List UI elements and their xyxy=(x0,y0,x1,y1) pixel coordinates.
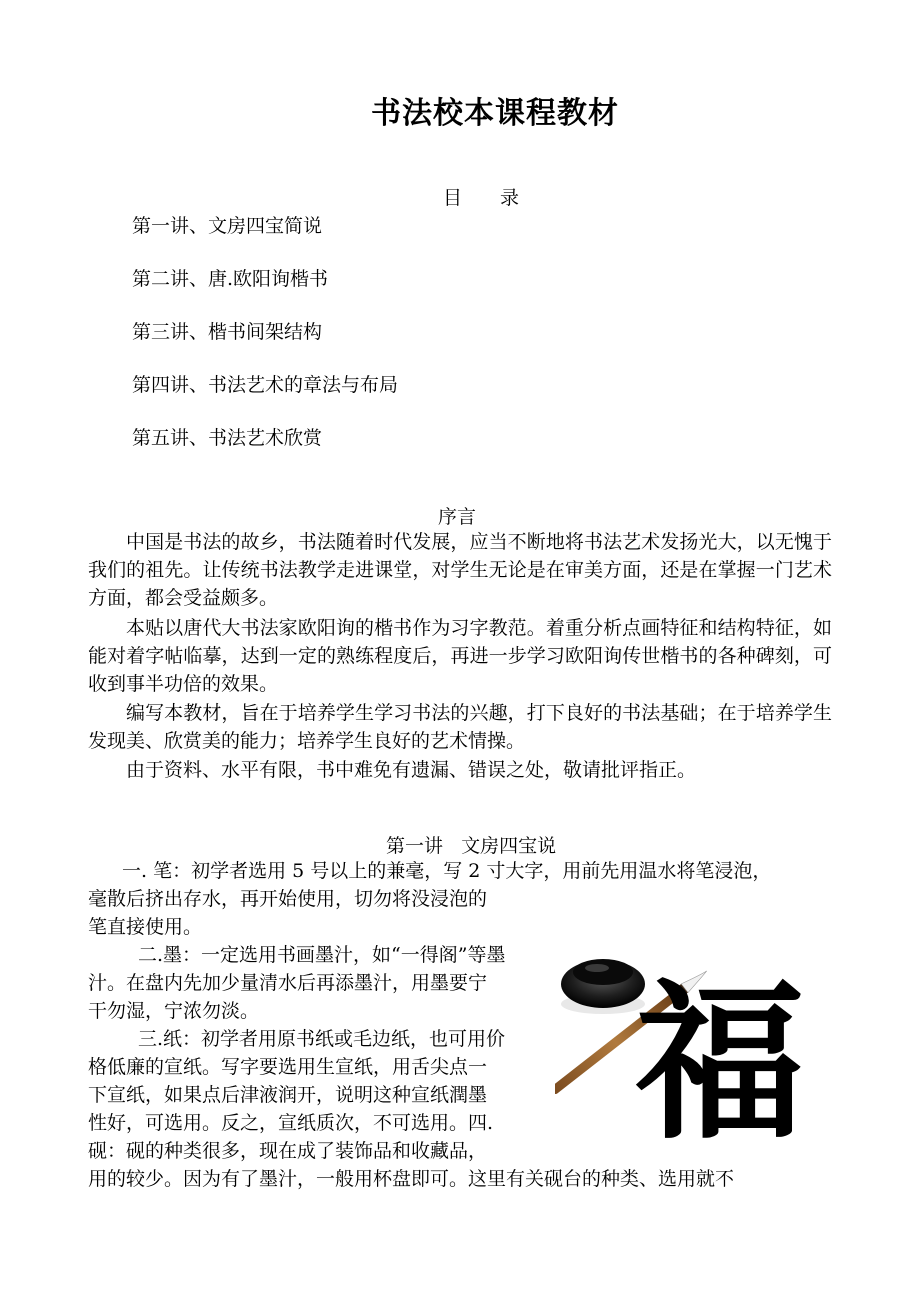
text-line: 三.纸：初学者用原书纸或毛边纸，也可用价 xyxy=(138,1028,506,1050)
toc-heading xyxy=(443,183,519,210)
preface-paragraph: 本贴以唐代大书法家欧阳询的楷书作为习字教范。着重分析点画特征和结构特征，如能对着字帖临摹，达到一定的熟练程度后，再进一步学习欧阳询传世楷书的各种碑刻，可收到事半功倍的效果。 xyxy=(88,617,832,695)
toc-item[interactable]: 第二讲、唐.欧阳询楷书 xyxy=(132,268,329,290)
pen-paragraph-line: 一. 笔：初学者选用 5 号以上的兼毫，写 2 寸大字，用前先用温水将笔浸泡， xyxy=(122,860,772,882)
text-line: 性好，可选用。反之，宣纸质次，不可选用。四. xyxy=(88,1112,494,1134)
ink-paragraph xyxy=(88,941,558,1025)
paper-paragraph xyxy=(88,1025,558,1165)
text-line: 格低廉的宣纸。写字要选用生宣纸，用舌尖点一 xyxy=(88,1056,488,1078)
toc-heading-left: 目 xyxy=(443,187,463,209)
preface-title: 序言 xyxy=(438,506,477,528)
toc-item[interactable]: 第三讲、楷书间架结构 xyxy=(132,321,323,343)
pen-paragraph-rest xyxy=(88,885,558,941)
document-title: 书法校本课程教材 xyxy=(371,96,619,131)
preface-paragraph: 中国是书法的故乡，书法随着时代发展，应当不断地将书法艺术发扬光大，以无愧于我们的祖先。让传统书法教学走进课堂，对学生无论是在审美方面，还是在掌握一门艺术方面，都会受益颇多。 xyxy=(88,531,832,609)
preface-paragraph: 由于资料、水平有限，书中难免有遗漏、错误之处，敬请批评指正。 xyxy=(126,759,697,781)
toc-item[interactable]: 第四讲、书法艺术的章法与布局 xyxy=(132,374,399,396)
text-line: 汁。在盘内先加少量清水后再添墨汁，用墨要宁 xyxy=(88,972,488,994)
text-line: 二.墨：一定选用书画墨汁，如“一得阁”等墨 xyxy=(138,944,506,966)
text-line: 毫散后挤出存水，再开始使用，切勿将没浸泡的 xyxy=(88,888,488,910)
preface-paragraph: 编写本教材，旨在于培养学生学习书法的兴趣，打下良好的书法基础；在于培养学生发现美、欣赏美的能力；培养学生良好的艺术情操。 xyxy=(88,702,832,752)
text-line: 用的较少。因为有了墨汁，一般用杯盘即可。这里有关砚台的种类、选用就不 xyxy=(88,1168,735,1190)
toc-item[interactable]: 第五讲、书法艺术欣赏 xyxy=(132,427,323,449)
text-line: 下宣纸，如果点后津液润开，说明这种宣纸潤墨 xyxy=(88,1084,488,1106)
calligraphy-character: 福 xyxy=(635,963,806,1163)
text-line: 砚：砚的种类很多，现在成了装饰品和收藏品， xyxy=(88,1140,488,1162)
toc-item[interactable]: 第一讲、文房四宝简说 xyxy=(132,215,323,237)
toc-heading-right: 录 xyxy=(500,187,520,209)
brush-and-inkstone-icon xyxy=(555,892,855,1172)
text-line: 干勿湿，宁浓勿淡。 xyxy=(88,1000,260,1022)
lecture-title: 第一讲 文房四宝说 xyxy=(386,835,557,857)
text-line: 笔直接使用。 xyxy=(88,916,203,938)
calligraphy-illustration xyxy=(555,892,855,1172)
